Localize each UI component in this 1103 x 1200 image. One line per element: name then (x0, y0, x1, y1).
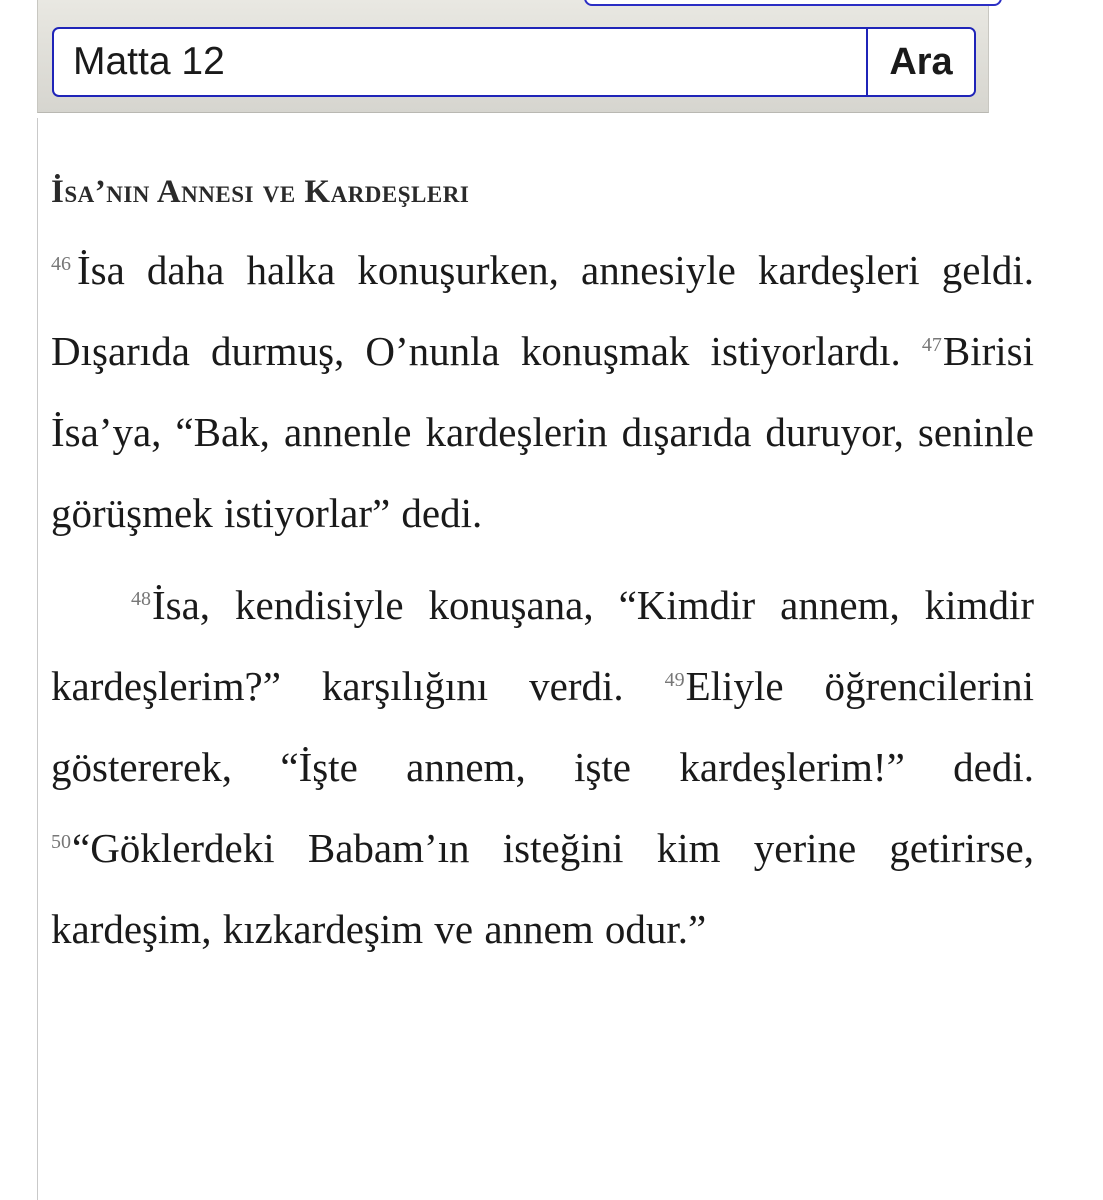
verse-text-50: “Göklerdeki Babam’ın isteğini kim yerine getirirse, kardeşim, kızkardeşim ve annem odur.” (51, 825, 1034, 952)
verse-text-48: İsa, kendisiyle konuşana, “Kimdir annem, kimdir kardeşlerim?” karşılığını verdi. (51, 582, 1034, 709)
verse-number-48: 48 (131, 588, 151, 610)
paragraph-1 (51, 230, 1034, 554)
verse-number-46: 46 (51, 253, 71, 275)
search-button[interactable]: Ara (866, 29, 974, 95)
page-left-border (37, 118, 38, 1200)
previous-search-box-edge (584, 0, 1002, 6)
section-heading: İsa’nın Annesi ve Kardeşleri (51, 174, 470, 210)
search-toolbar (37, 0, 989, 113)
verse-number-47: 47 (921, 334, 942, 356)
search-input[interactable] (54, 29, 866, 95)
verse-number-49: 49 (664, 669, 685, 691)
verse-text-46: İsa daha halka konuşurken, annesiyle kardeşleri geldi. Dışarıda durmuş, O’nunla konuşmak istiyorlardı. (51, 247, 1034, 374)
verse-number-50: 50 (51, 831, 71, 853)
verse-text-47: Birisi İsa’ya, “Bak, annenle kardeşlerin dışarıda duruyor, seninle görüşmek istiyorlar” dedi. (51, 328, 1035, 536)
search-box (52, 27, 976, 97)
passage (51, 170, 1034, 970)
paragraph-2 (51, 565, 1034, 970)
verse-text-49: Eliyle öğrencilerini göstererek, “İşte annem, işte kardeşlerim!” dedi. (51, 663, 1034, 790)
